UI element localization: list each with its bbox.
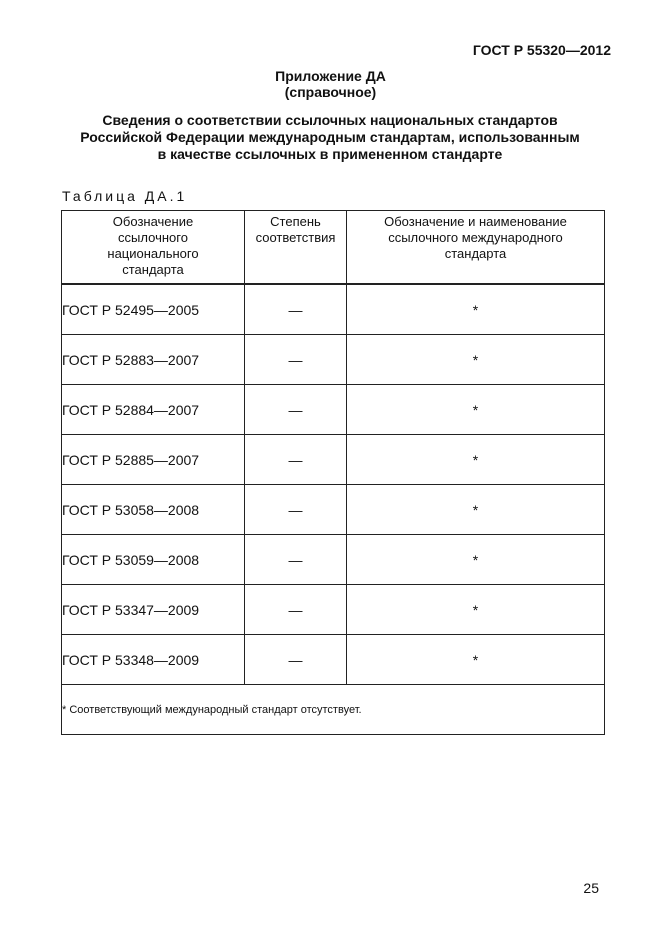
header-text: Обозначение и наименование bbox=[384, 214, 567, 229]
header-international bbox=[347, 211, 605, 285]
cell-reference: * bbox=[347, 585, 605, 635]
header-text: национального bbox=[107, 246, 199, 261]
page-number: 25 bbox=[583, 880, 599, 896]
cell-degree: — bbox=[245, 284, 347, 335]
table-caption: Таблица ДА.1 bbox=[62, 188, 188, 204]
cell-designation: ГОСТ Р 53347—2009 bbox=[62, 585, 245, 635]
cell-designation: ГОСТ Р 52883—2007 bbox=[62, 335, 245, 385]
standards-table bbox=[61, 210, 605, 735]
cell-designation: ГОСТ Р 53059—2008 bbox=[62, 535, 245, 585]
cell-designation: ГОСТ Р 52885—2007 bbox=[62, 435, 245, 485]
header-degree bbox=[245, 211, 347, 285]
cell-reference: * bbox=[347, 335, 605, 385]
cell-reference: * bbox=[347, 485, 605, 535]
header-text: стандарта bbox=[444, 246, 507, 261]
table-row bbox=[62, 385, 605, 435]
cell-reference: * bbox=[347, 284, 605, 335]
cell-reference: * bbox=[347, 435, 605, 485]
heading-line-2: Российской Федерации международным стандартам, использованным bbox=[80, 129, 580, 145]
header-text: ссылочного международного bbox=[388, 230, 563, 245]
footnote-row bbox=[62, 685, 605, 735]
header-text: Обозначение bbox=[112, 214, 194, 229]
cell-degree: — bbox=[245, 435, 347, 485]
cell-designation: ГОСТ Р 53058—2008 bbox=[62, 485, 245, 535]
appendix-title bbox=[0, 68, 661, 100]
table-header-row bbox=[62, 211, 605, 285]
cell-reference: * bbox=[347, 535, 605, 585]
header-text: стандарта bbox=[122, 262, 184, 277]
heading-line-1: Сведения о соответствии ссылочных национальных стандартов bbox=[102, 112, 558, 128]
table-row bbox=[62, 485, 605, 535]
table-row bbox=[62, 435, 605, 485]
header-text: Степень bbox=[270, 214, 321, 229]
cell-designation: ГОСТ Р 52495—2005 bbox=[62, 284, 245, 335]
cell-degree: — bbox=[245, 335, 347, 385]
table-row bbox=[62, 335, 605, 385]
table-row bbox=[62, 535, 605, 585]
cell-degree: — bbox=[245, 485, 347, 535]
cell-degree: — bbox=[245, 585, 347, 635]
cell-reference: * bbox=[347, 385, 605, 435]
table-row bbox=[62, 284, 605, 335]
header-text: соответствия bbox=[255, 230, 336, 245]
table-row bbox=[62, 585, 605, 635]
section-heading bbox=[60, 112, 600, 163]
table-row bbox=[62, 635, 605, 685]
header-designation bbox=[62, 211, 245, 285]
cell-degree: — bbox=[245, 535, 347, 585]
appendix-subtitle: (справочное) bbox=[284, 84, 377, 100]
cell-degree: — bbox=[245, 385, 347, 435]
cell-designation: ГОСТ Р 53348—2009 bbox=[62, 635, 245, 685]
table-footnote: * Соответствующий международный стандарт отсутствует. bbox=[62, 685, 605, 735]
cell-degree: — bbox=[245, 635, 347, 685]
appendix-title-text: Приложение ДА bbox=[275, 68, 386, 84]
cell-designation: ГОСТ Р 52884—2007 bbox=[62, 385, 245, 435]
heading-line-3: в качестве ссылочных в примененном стандарте bbox=[157, 146, 503, 162]
cell-reference: * bbox=[347, 635, 605, 685]
header-text: ссылочного bbox=[118, 230, 188, 245]
document-code: ГОСТ Р 55320—2012 bbox=[472, 42, 611, 58]
